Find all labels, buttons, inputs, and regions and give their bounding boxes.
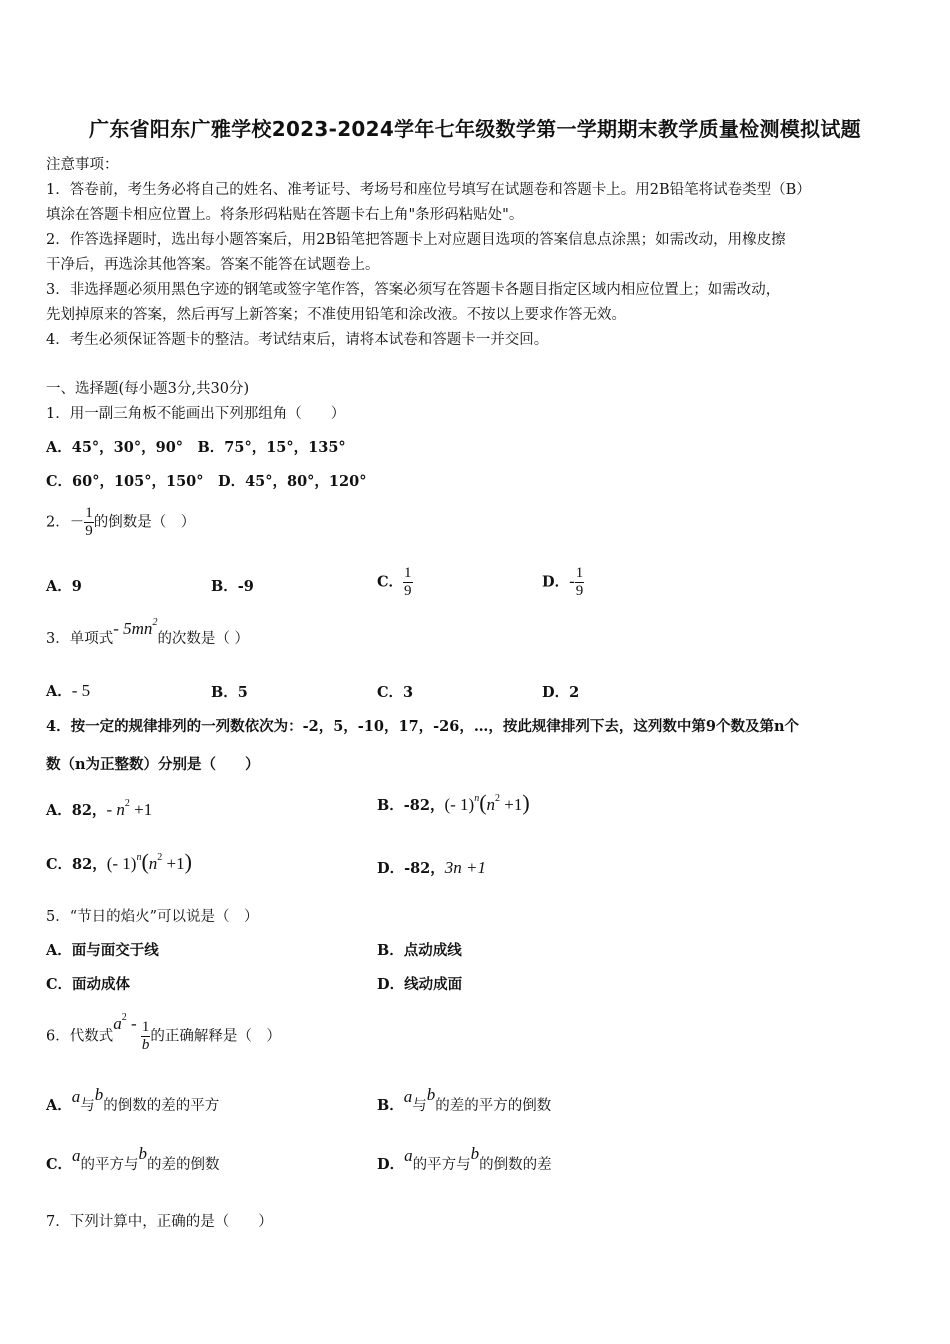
question-2-option-b: B．-9 — [211, 578, 254, 595]
question-2-option-a: A．9 — [46, 578, 82, 595]
notice-heading: 注意事项： — [46, 157, 119, 173]
question-5-option-b: B．点动成线 — [377, 942, 462, 959]
question-4-option-c: C．82，(- $1)^n(n^2 +1)$ — [46, 849, 192, 874]
question-6-stem: 6．代数式$a^2$ - $\frac{1}{b}$ 的正确解释是（ ） — [46, 1011, 281, 1053]
notice-line: 2．作答选择题时，选出每小题答案后，用2B铅笔把答题卡上对应题目选项的答案信息点涂黑；如需改动，用橡皮擦 — [46, 232, 786, 248]
question-5-option-d: D．线动成面 — [377, 976, 463, 993]
question-5-option-c: C．面动成体 — [46, 976, 131, 993]
question-5-stem: 5．“节日的焰火”可以说是（ ） — [46, 909, 259, 925]
question-6-option-d: D．a的平方与b的倒数的差 — [377, 1144, 552, 1173]
question-6-option-c: C．a的平方与b的差的倒数 — [46, 1144, 220, 1173]
question-6-option-a: A．a与b的倒数的差的平方 — [46, 1085, 220, 1114]
question-3-option-b: B．5 — [211, 684, 248, 701]
question-2-option-d: D．- $\frac{1}{9}$ — [542, 565, 584, 599]
notice-line: 1．答卷前，考生务必将自己的姓名、准考证号、考场号和座位号填写在试题卷和答题卡上。用2B铅笔将试卷类型（B） — [46, 182, 811, 198]
question-4-stem-line2: 数（n为正整数）分别是（ ） — [46, 756, 260, 773]
notice-line: 3．非选择题必须用黑色字迹的钢笔或签字笔作答，答案必须写在答题卡各题目指定区域内相应位置上；如需改动， — [46, 282, 781, 298]
notice-line: 干净后，再选涂其他答案。答案不能答在试题卷上。 — [46, 257, 380, 273]
question-3-option-d: D．2 — [542, 684, 580, 701]
question-7-stem: 7．下列计算中，正确的是（ ） — [46, 1214, 273, 1230]
question-4-option-d: D．-82，3n +1 — [377, 858, 487, 877]
question-6-option-b: B．a与b的差的平方的倒数 — [377, 1085, 552, 1114]
question-4-option-b: B．-82，(- $1)^n(n^2 +1)$ — [377, 790, 530, 815]
question-1-options-row1: A．45°，30°，90° B．75°，15°，135° — [46, 439, 346, 456]
question-4-stem-line1: 4．按一定的规律排列的一列数依次为：-2，5，-10，17，-26，…，按此规律排列下去，这列数中第9个数及第n个 — [46, 718, 799, 735]
question-1-stem: 1．用一副三角板不能画出下列那组角（ ） — [46, 406, 346, 422]
question-2-option-c: C． $\frac{1}{9}$ — [377, 565, 412, 599]
section-heading: 一、选择题(每小题3分,共30分) — [46, 381, 250, 397]
question-2-stem: 2．－ $\frac{1}{9}$ 的倒数是（ ） — [46, 505, 196, 539]
question-1-options-row2: C．60°，105°，150° D．45°，80°，120° — [46, 473, 367, 490]
question-4-option-a: A．82，- $n^2 +1$ — [46, 798, 153, 819]
notice-line: 先划掉原来的答案，然后再写上新答案；不准使用铅笔和涂改液。不按以上要求作答无效。 — [46, 307, 626, 323]
question-3-option-c: C．3 — [377, 684, 414, 701]
notice-line: 4．考生必须保证答题卡的整洁。考试结束后，请将本试卷和答题卡一并交回。 — [46, 332, 549, 348]
question-3-stem: 3．单项式- $5mn^2$的次数是（ ） — [46, 617, 250, 647]
notice-line: 填涂在答题卡相应位置上。将条形码粘贴在答题卡右上角"条形码粘贴处"。 — [46, 207, 524, 223]
question-3-option-a: A．- 5 — [46, 681, 91, 700]
page-title: 广东省阳东广雅学校2023-2024学年七年级数学第一学期期末教学质量检测模拟试题 — [89, 117, 861, 141]
fraction: $\frac{1}{9}$ — [85, 505, 93, 539]
question-5-option-a: A．面与面交于线 — [46, 942, 159, 959]
